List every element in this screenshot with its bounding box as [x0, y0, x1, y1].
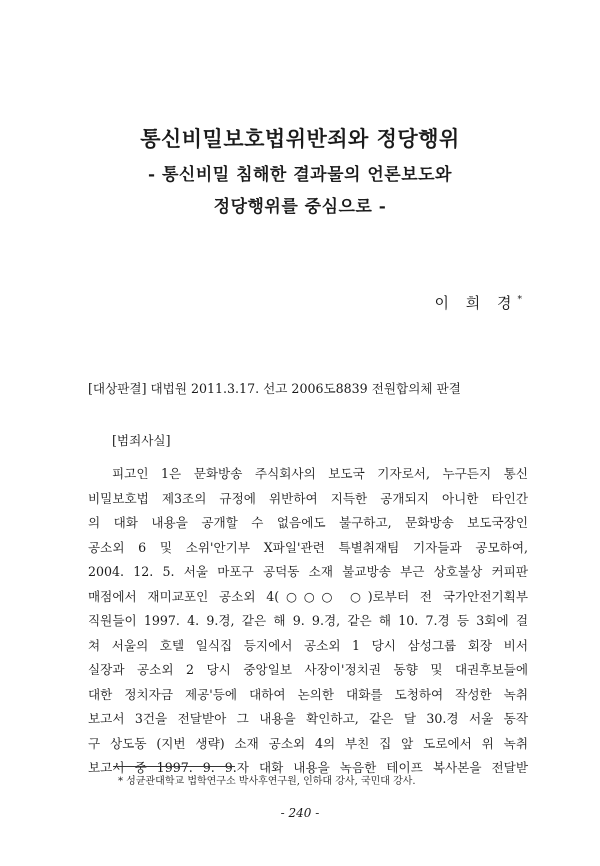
body-line: 매점에서 재미교포인 공소외 4(○○○ ○)로부터 전 국가안전기획부	[88, 588, 528, 604]
body-line: 피고인 1은 문화방송 주식회사의 보도국 기자로서, 누구든지 통신	[112, 466, 528, 481]
paper-subtitle-line-2: 정당행위를 중심으로 -	[213, 197, 387, 217]
footnote: * 성균관대학교 법학연구소 박사후연구원, 인하대 강사, 국민대 강사.	[118, 776, 416, 787]
body-line: 공소외 6 및 소위'안기부 X파일'관련 특별취재팀 기자들과 공모하여,	[88, 539, 528, 555]
author-footnote-mark: *	[517, 295, 522, 305]
body-line: 쳐 서울의 호텔 일식집 등지에서 공소외 1 당시 삼성그룹 회장 비서	[88, 637, 528, 653]
body-line: 보고서 중 1997. 9. 9.자 대화 내용을 녹음한 테이프 복사본을 전달받	[88, 760, 528, 775]
body-line: 구 상도동 (지번 생략) 소재 공소외 4의 부친 집 앞 도로에서 위 녹취	[88, 735, 528, 751]
body-line: 직원들이 1997. 4. 9.경, 같은 해 9. 9.경, 같은 해 10. 7.경 등 3회에 걸	[88, 613, 528, 628]
body-line: 2004. 12. 5. 서울 마포구 공덕동 소재 불교방송 부근 상호불상 커피판	[88, 564, 528, 579]
body-line: 대한 정치자금 제공'등에 대하여 논의한 대화를 도청하여 작성한 녹취	[88, 686, 528, 702]
case-reference: [대상판결] 대법원 2011.3.17. 선고 2006도8839 전원합의체 판결	[88, 381, 461, 396]
body-line: 실장과 공소외 2 당시 중앙일보 사장이'정치권 동향 및 대권후보들에	[88, 662, 528, 677]
body-line: 비밀보호법 제3조의 규정에 위반하여 지득한 공개되지 아니한 타인간	[88, 490, 528, 506]
paper-title: 통신비밀보호법위반죄와 정당행위	[140, 126, 460, 151]
paper-subtitle-line-1: - 통신비밀 침해한 결과물의 언론보도와	[148, 165, 452, 185]
body-line: 의 대화 내용을 공개할 수 없음에도 불구하고, 문화방송 보도국장인	[88, 515, 528, 530]
section-heading: [범죄사실]	[112, 433, 171, 448]
page-number: - 240 -	[280, 806, 320, 820]
body-paragraph	[88, 462, 528, 781]
author-line	[434, 292, 522, 313]
footnote-divider	[113, 766, 235, 767]
body-line: 보고서 3건을 전달받아 그 내용을 확인하고, 같은 달 30.경 서울 동작	[88, 711, 528, 726]
author-name: 이 희 경	[434, 294, 518, 312]
